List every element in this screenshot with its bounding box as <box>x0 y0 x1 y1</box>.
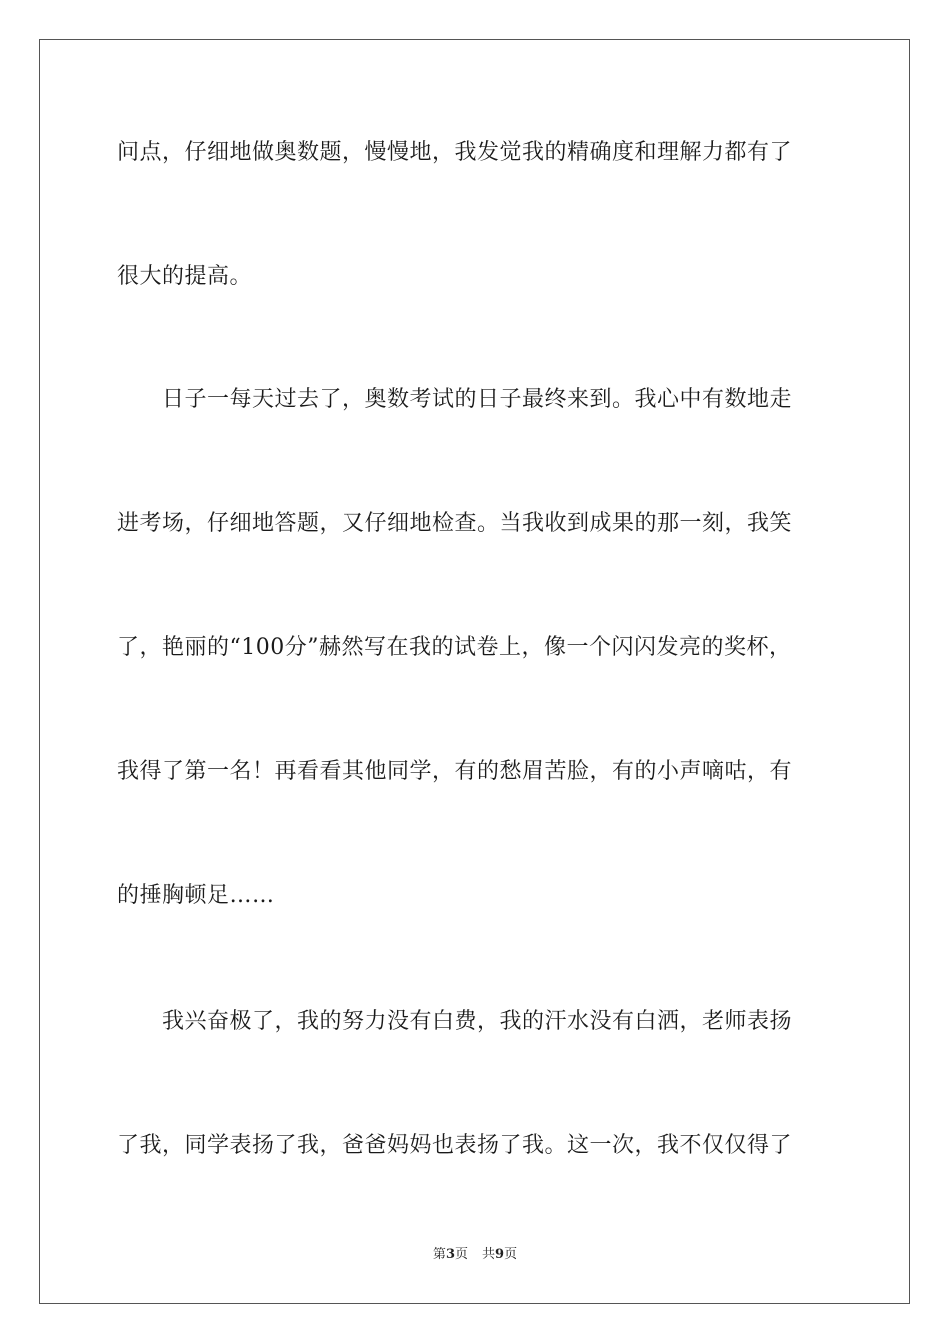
page-suffix: 页 <box>454 1247 468 1262</box>
text-line: 了我，同学表扬了我，爸爸妈妈也表扬了我。这一次，我不仅仅得了 <box>117 1133 793 1158</box>
total-suffix: 页 <box>504 1247 518 1262</box>
current-page-number: 3 <box>445 1247 455 1262</box>
total-prefix: 共 <box>482 1247 496 1262</box>
page-frame <box>39 39 910 1304</box>
text-line: 很大的提高。 <box>117 264 253 289</box>
text-line: 我得了第一名！再看看其他同学，有的愁眉苦脸，有的小声嘀咕，有 <box>117 759 793 784</box>
paragraph-start-line: 日子一每天过去了，奥数考试的日子最终来到。我心中有数地走 <box>117 387 793 412</box>
page-footer <box>0 1246 950 1264</box>
text-line: 的捶胸顿足…… <box>117 883 275 908</box>
text-line: 问点，仔细地做奥数题，慢慢地，我发觉我的精确度和理解力都有了 <box>117 140 793 165</box>
paragraph-start-line: 我兴奋极了，我的努力没有白费，我的汗水没有白洒，老师表扬 <box>117 1009 793 1034</box>
text-line: 进考场，仔细地答题，又仔细地检查。当我收到成果的那一刻，我笑 <box>117 511 793 536</box>
page-prefix: 第 <box>432 1247 446 1262</box>
total-page-number: 9 <box>495 1247 505 1262</box>
text-line: 了，艳丽的“100分”赫然写在我的试卷上，像一个闪闪发亮的奖杯， <box>117 635 792 660</box>
